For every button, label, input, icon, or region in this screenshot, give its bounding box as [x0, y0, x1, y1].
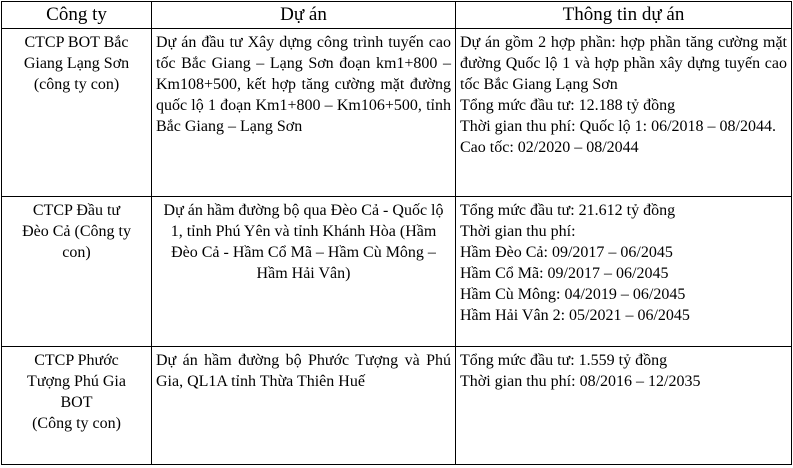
- info-line: Tổng mức đầu tư: 1.559 tỷ đồng: [460, 352, 668, 369]
- company-line: (Công ty con): [32, 415, 121, 432]
- header-info: Thông tin dự án: [456, 2, 792, 29]
- company-line: Giang Lạng Sơn: [23, 55, 130, 72]
- company-cell: [2, 347, 152, 465]
- header-row: [2, 2, 792, 29]
- table-row: [2, 347, 792, 465]
- header-company: Công ty: [2, 2, 152, 29]
- info-cell: [456, 29, 792, 197]
- company-cell: [2, 197, 152, 347]
- company-line: Tượng Phú Gia: [27, 373, 126, 390]
- info-cell: [456, 197, 792, 347]
- table-row: [2, 197, 792, 347]
- table-row: [2, 29, 792, 197]
- info-line: Tổng mức đầu tư: 12.188 tỷ đồng: [460, 97, 676, 114]
- project-table: [1, 1, 792, 465]
- info-line: Hầm Hải Vân 2: 05/2021 – 06/2045: [460, 307, 690, 324]
- info-line: Dự án gồm 2 hợp phần: hợp phần tăng cường mặt đường Quốc lộ 1 và hợp phần xây dựng tuyến cao tốc Bắc Giang Lạng Sơn: [460, 34, 787, 93]
- info-line: Hầm Cổ Mã: 09/2017 – 06/2045: [460, 265, 669, 282]
- info-cell: [456, 347, 792, 465]
- info-line: Hầm Cù Mông: 04/2019 – 06/2045: [460, 286, 686, 303]
- company-line: CTCP BOT Bắc: [24, 34, 129, 51]
- company-line: con): [62, 244, 91, 261]
- project-text: Dự án hầm đường bộ Phước Tượng và Phú Gia, QL1A tỉnh Thừa Thiên Huế: [156, 352, 451, 390]
- info-line: Cao tốc: 02/2020 – 08/2044: [460, 139, 639, 156]
- company-line: CTCP Phước: [34, 352, 119, 369]
- info-line: Thời gian thu phí:: [460, 223, 576, 240]
- company-line: CTCP Đầu tư: [32, 202, 121, 219]
- header-project: Dự án: [152, 2, 456, 29]
- info-line: Thời gian thu phí: Quốc lộ 1: 06/2018 – 08/2044.: [460, 118, 776, 135]
- project-text: Dự án đầu tư Xây dựng công trình tuyến cao tốc Bắc Giang – Lạng Sơn đoạn km1+800 – Km108+500, kết hợp tăng cường mặt đường quốc lộ 1 đoạn Km1+800 – Km106+500, tỉnh Bắc Giang – Lạng Sơn: [156, 34, 451, 135]
- company-line: Đèo Cả (Công ty: [22, 223, 131, 240]
- info-line: Tổng mức đầu tư: 21.612 tỷ đồng: [460, 202, 676, 219]
- project-cell: [152, 197, 456, 347]
- info-line: Hầm Đèo Cả: 09/2017 – 06/2045: [460, 244, 673, 261]
- project-cell: [152, 347, 456, 465]
- project-text: Dự án hầm đường bộ qua Đèo Cả - Quốc lộ 1, tỉnh Phú Yên và tỉnh Khánh Hòa (Hầm Đèo Cả - Hầm Cổ Mã – Hầm Cù Mông – Hầm Hải Vân): [163, 202, 444, 282]
- company-line: BOT: [60, 394, 93, 411]
- company-cell: [2, 29, 152, 197]
- project-cell: [152, 29, 456, 197]
- company-line: (công ty con): [33, 76, 120, 93]
- info-line: Thời gian thu phí: 08/2016 – 12/2035: [460, 373, 701, 390]
